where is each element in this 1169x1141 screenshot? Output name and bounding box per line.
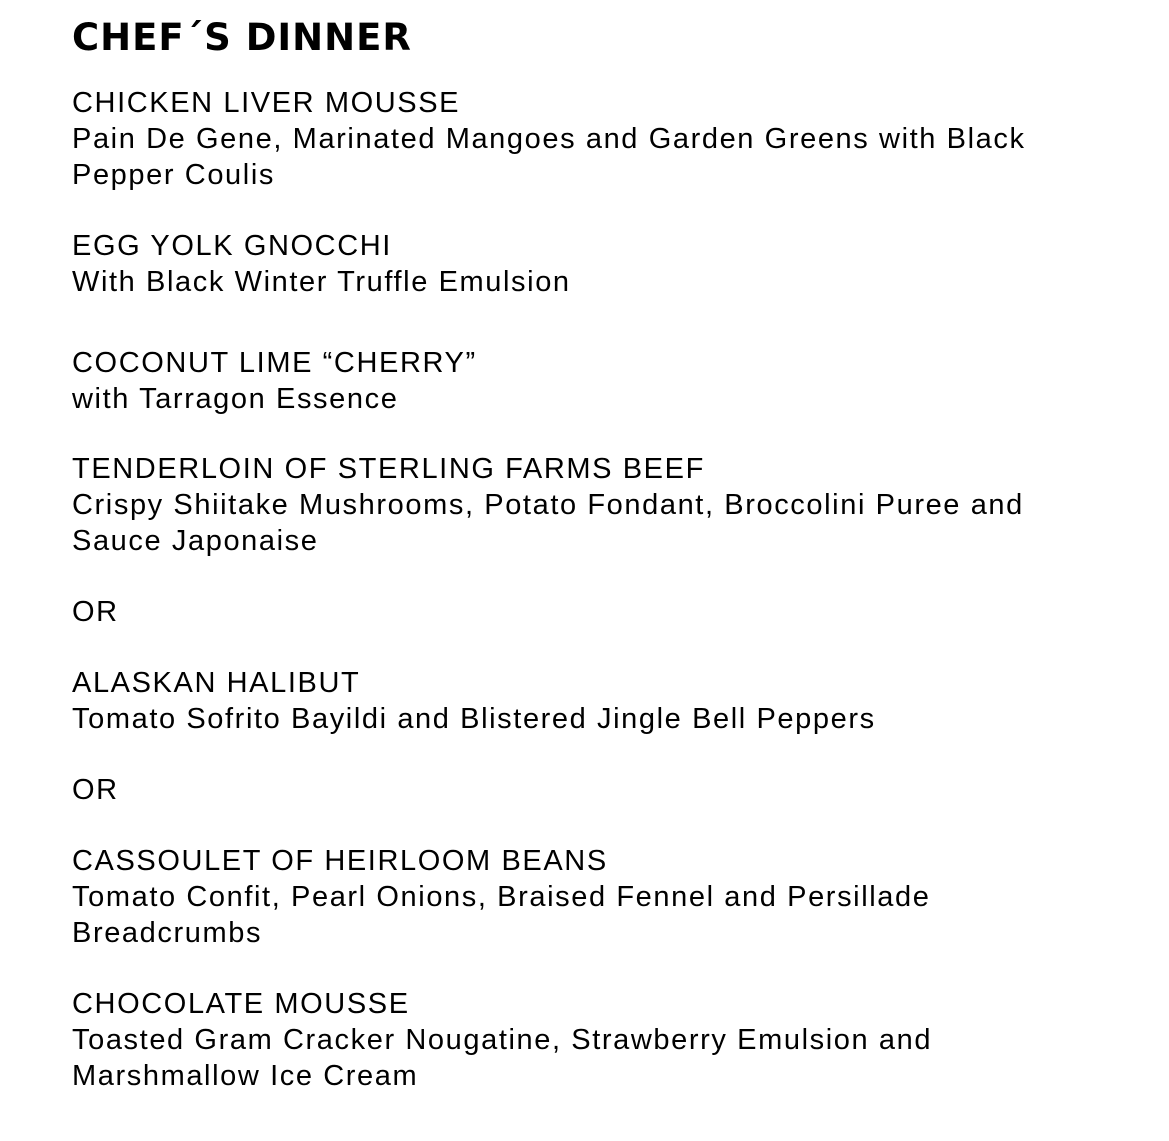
course-coconut-lime-cherry: [72, 345, 477, 417]
course-description-line: Tomato Sofrito Bayildi and Blistered Jingle Bell Peppers: [72, 703, 876, 735]
course-description-line: Toasted Gram Cracker Nougatine, Strawberry Emulsion and: [72, 1024, 933, 1056]
course-description-line: with Tarragon Essence: [72, 383, 399, 415]
course-name: CASSOULET OF HEIRLOOM BEANS: [72, 845, 608, 877]
separator-or-label: OR: [72, 774, 119, 806]
course-egg-yolk-gnocchi: [72, 228, 571, 300]
course-alaskan-halibut: [72, 665, 876, 737]
course-description-line: With Black Winter Truffle Emulsion: [72, 266, 571, 298]
course-description-line: Sauce Japonaise: [72, 525, 319, 557]
separator-or: [72, 772, 119, 808]
course-name: COCONUT LIME “CHERRY”: [72, 347, 477, 379]
course-tenderloin-beef: [72, 451, 1024, 559]
course-name: CHOCOLATE MOUSSE: [72, 988, 410, 1020]
course-name: TENDERLOIN OF STERLING FARMS BEEF: [72, 453, 705, 485]
course-name: ALASKAN HALIBUT: [72, 667, 361, 699]
course-description-line: Pain De Gene, Marinated Mangoes and Garden Greens with Black: [72, 123, 1026, 155]
separator-or-label: OR: [72, 596, 119, 628]
course-description-line: Crispy Shiitake Mushrooms, Potato Fondant, Broccolini Puree and: [72, 489, 1024, 521]
course-chocolate-mousse: [72, 986, 932, 1094]
course-cassoulet-heirloom-beans: [72, 843, 930, 951]
course-description-line: Tomato Confit, Pearl Onions, Braised Fennel and Persillade: [72, 881, 931, 913]
separator-or: [72, 594, 119, 630]
course-name: CHICKEN LIVER MOUSSE: [72, 87, 461, 119]
course-description-line: Breadcrumbs: [72, 917, 263, 949]
course-name: EGG YOLK GNOCCHI: [72, 230, 392, 262]
course-chicken-liver-mousse: [72, 85, 1026, 193]
menu-title: CHEF´S DINNER: [72, 16, 412, 59]
course-description-line: Pepper Coulis: [72, 159, 275, 191]
course-description-line: Marshmallow Ice Cream: [72, 1060, 419, 1092]
